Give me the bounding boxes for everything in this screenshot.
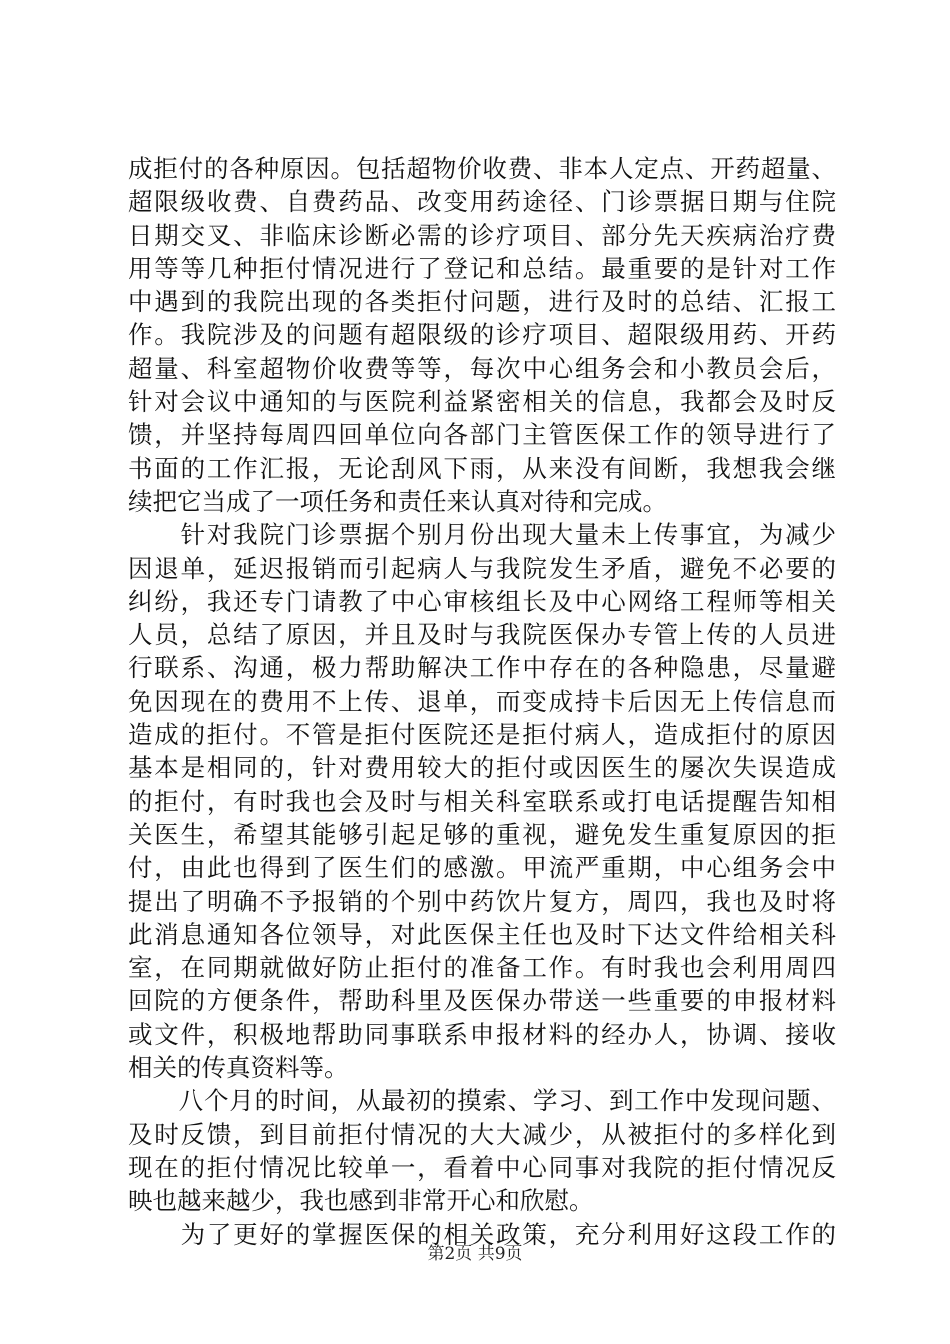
- text-line: 因退单，延迟报销而引起病人与我院发生矛盾，避免不必要的: [128, 553, 836, 583]
- text-line: 为了更好的掌握医保的相关政策，充分利用好这段工作的: [128, 1219, 836, 1249]
- text-line: 提出了明确不予报销的个别中药饮片复方，周四，我也及时将: [128, 886, 836, 916]
- text-line: 付，由此也得到了医生们的感激。甲流严重期，中心组务会中: [128, 853, 836, 883]
- text-line: 造成的拒付。不管是拒付医院还是拒付病人，造成拒付的原因: [128, 720, 836, 750]
- text-line: 人员，总结了原因，并且及时与我院医保办专管上传的人员进: [128, 620, 836, 650]
- text-line: 超限级收费、自费药品、改变用药途径、门诊票据日期与住院: [128, 187, 836, 217]
- text-line: 作。我院涉及的问题有超限级的诊疗项目、超限级用药、开药: [128, 320, 836, 350]
- text-line: 基本是相同的，针对费用较大的拒付或因医生的屡次失误造成: [128, 753, 836, 783]
- text-line: 此消息通知各位领导，对此医保主任也及时下达文件给相关科: [128, 919, 836, 949]
- text-line: 日期交叉、非临床诊断必需的诊疗项目、部分先天疾病治疗费: [128, 220, 836, 250]
- body-text: [128, 152, 836, 1251]
- text-line: 针对我院门诊票据个别月份出现大量未上传事宜，为减少: [128, 520, 836, 550]
- text-line: 回院的方便条件，帮助科里及医保办带送一些重要的申报材料: [128, 986, 836, 1016]
- text-line: 成拒付的各种原因。包括超物价收费、非本人定点、开药超量、: [128, 154, 836, 183]
- text-line: 超量、科室超物价收费等等，每次中心组务会和小教员会后，: [128, 353, 836, 383]
- text-line: 的拒付，有时我也会及时与相关科室联系或打电话提醒告知相: [128, 786, 836, 816]
- text-line: 关医生，希望其能够引起足够的重视，避免发生重复原因的拒: [128, 819, 836, 849]
- text-line: 中遇到的我院出现的各类拒付问题，进行及时的总结、汇报工: [128, 287, 836, 317]
- text-line: 八个月的时间，从最初的摸索、学习、到工作中发现问题、: [128, 1086, 836, 1116]
- text-line: 或文件，积极地帮助同事联系申报材料的经办人，协调、接收: [128, 1019, 836, 1049]
- text-line: 现在的拒付情况比较单一，看着中心同事对我院的拒付情况反: [128, 1152, 836, 1182]
- text-line: 纠纷，我还专门请教了中心审核组长及中心网络工程师等相关: [128, 586, 836, 616]
- text-line: 针对会议中通知的与医院利益紧密相关的信息，我都会及时反: [128, 387, 836, 417]
- text-line: 免因现在的费用不上传、退单，而变成持卡后因无上传信息而: [128, 686, 836, 716]
- text-line: 书面的工作汇报，无论刮风下雨，从来没有间断，我想我会继: [128, 453, 836, 483]
- text-line: 室，在同期就做好防止拒付的准备工作。有时我也会利用周四: [128, 953, 836, 983]
- text-line: 馈，并坚持每周四回单位向各部门主管医保工作的领导进行了: [128, 420, 836, 450]
- text-line: 行联系、沟通，极力帮助解决工作中存在的各种隐患，尽量避: [128, 653, 836, 683]
- text-line: 续把它当成了一项任务和责任来认真对待和完成。: [128, 486, 667, 516]
- text-line: 相关的传真资料等。: [128, 1053, 349, 1083]
- page-footer: 第2页 共9页: [427, 1244, 523, 1264]
- text-line: 映也越来越少，我也感到非常开心和欣慰。: [128, 1186, 594, 1216]
- text-line: 用等等几种拒付情况进行了登记和总结。最重要的是针对工作: [128, 253, 836, 283]
- text-line: 及时反馈，到目前拒付情况的大大减少，从被拒付的多样化到: [128, 1119, 836, 1149]
